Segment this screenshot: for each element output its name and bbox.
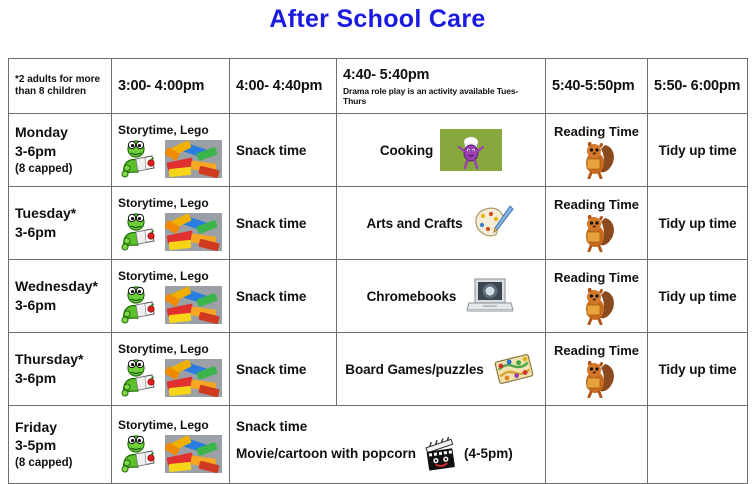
storytime-label: Storytime, Lego [118,269,209,283]
storytime-artwork [118,211,223,251]
palette-icon [470,203,516,243]
movie-cell-friday [230,406,546,484]
day-capacity: (8 capped) [15,457,73,470]
friday-snack-label: Snack time [236,418,308,434]
activity-cell-thursday [337,333,546,406]
bookworm-icon [118,211,162,251]
table-row-thursday [9,333,748,406]
activity-cell-tuesday [337,187,546,260]
storytime-label: Storytime, Lego [118,196,209,210]
day-cell-thursday [9,333,112,406]
day-hours: 3-5pm [15,437,57,454]
table-row-tuesday [9,187,748,260]
friday-empty-cell-1 [546,406,648,484]
bookworm-icon [118,357,162,397]
squirrel-icon [552,139,641,179]
snack-cell-thursday [230,333,337,406]
reading-cell-monday [546,114,648,187]
activity-cell-monday [337,114,546,187]
header-slot-4-label: 5:40-5:50pm [552,78,635,94]
squirrel-icon [552,285,641,325]
squirrel-icon [552,358,641,398]
header-slot-5-label: 5:50- 6:00pm [654,78,741,94]
header-slot-1-label: 3:00- 4:00pm [118,78,205,94]
storytime-artwork [118,138,223,178]
reading-label: Reading Time [553,123,639,139]
day-hours: 3-6pm [15,297,57,313]
header-slot-3-note: Drama role play is an activity available Tues-Thurs [343,85,519,106]
lego-bricks-image [165,435,222,473]
tidy-cell-monday [648,114,748,187]
day-cell-monday [9,114,112,187]
storytime-artwork [118,357,223,397]
table-row-wednesday [9,260,748,333]
friday-empty-cell-2 [648,406,748,484]
snack-label: Snack time [236,142,307,158]
day-cell-tuesday [9,187,112,260]
storytime-cell-thursday [112,333,230,406]
snack-cell-monday [230,114,337,187]
reading-cell-tuesday [546,187,648,260]
board-game-icon [491,352,537,386]
storytime-label: Storytime, Lego [118,342,209,356]
header-slot-2 [230,59,337,114]
laptop-icon [463,275,515,317]
reading-label: Reading Time [553,269,639,285]
day-name: Monday [15,124,68,141]
snack-cell-wednesday [230,260,337,333]
day-cell-wednesday [9,260,112,333]
friday-movie-label: Movie/cartoon with popcorn [236,446,417,461]
reading-label: Reading Time [553,342,639,358]
header-slot-3 [337,59,546,114]
snack-label: Snack time [236,361,307,377]
storytime-label: Storytime, Lego [118,417,209,432]
activity-label: Chromebooks [366,288,457,304]
reading-label: Reading Time [553,196,639,212]
storytime-artwork [118,284,223,324]
header-slot-1 [112,59,230,114]
day-cell-friday [9,406,112,484]
activity-cell-wednesday [337,260,546,333]
lego-bricks-image [165,140,222,178]
header-slot-4 [546,59,648,114]
snack-label: Snack time [236,288,307,304]
tidy-cell-wednesday [648,260,748,333]
reading-cell-thursday [546,333,648,406]
tidy-cell-thursday [648,333,748,406]
chef-icon [440,129,502,171]
friday-movie-time: (4-5pm) [464,446,513,461]
lego-bricks-image [165,213,222,251]
header-slot-5 [648,59,748,114]
reading-cell-wednesday [546,260,648,333]
table-header-row [9,59,748,114]
clapperboard-icon [422,437,458,471]
activity-label: Arts and Crafts [366,215,463,231]
tidy-label: Tidy up time [658,142,737,158]
day-hours: 3-6pm [15,142,57,159]
storytime-label: Storytime, Lego [118,123,209,137]
header-note-line1: *2 adults for more [15,73,101,85]
day-name: Tuesday* [15,205,77,222]
tidy-label: Tidy up time [658,288,737,304]
lego-bricks-image [165,286,222,324]
after-school-care-schedule [8,58,748,484]
tidy-label: Tidy up time [658,361,737,377]
day-capacity: (8 capped) [15,162,73,175]
snack-label: Snack time [236,215,307,231]
storytime-cell-friday [112,406,230,484]
table-row-monday [9,114,748,187]
activity-label: Cooking [379,142,434,158]
header-slot-2-label: 4:00- 4:40pm [236,78,323,94]
storytime-cell-tuesday [112,187,230,260]
squirrel-icon [552,212,641,252]
snack-cell-tuesday [230,187,337,260]
storytime-artwork [118,433,223,473]
header-note-line2: than 8 children [15,86,87,97]
bookworm-icon [118,284,162,324]
header-adults-note [9,59,112,114]
storytime-cell-wednesday [112,260,230,333]
day-name: Wednesday* [15,278,98,295]
day-hours: 3-6pm [15,224,57,240]
storytime-cell-monday [112,114,230,187]
schedule-table-container [8,58,747,484]
tidy-label: Tidy up time [658,215,737,231]
day-hours: 3-6pm [15,370,57,386]
page-title: After School Care [269,5,486,33]
day-name: Friday [15,418,58,435]
bookworm-icon [118,433,162,473]
lego-bricks-image [165,359,222,397]
activity-label: Board Games/puzzles [345,361,484,377]
day-name: Thursday* [15,351,84,368]
bookworm-icon [118,138,162,178]
header-slot-3-label: 4:40- 5:40pm [343,66,430,83]
tidy-cell-tuesday [648,187,748,260]
table-row-friday [9,406,748,484]
